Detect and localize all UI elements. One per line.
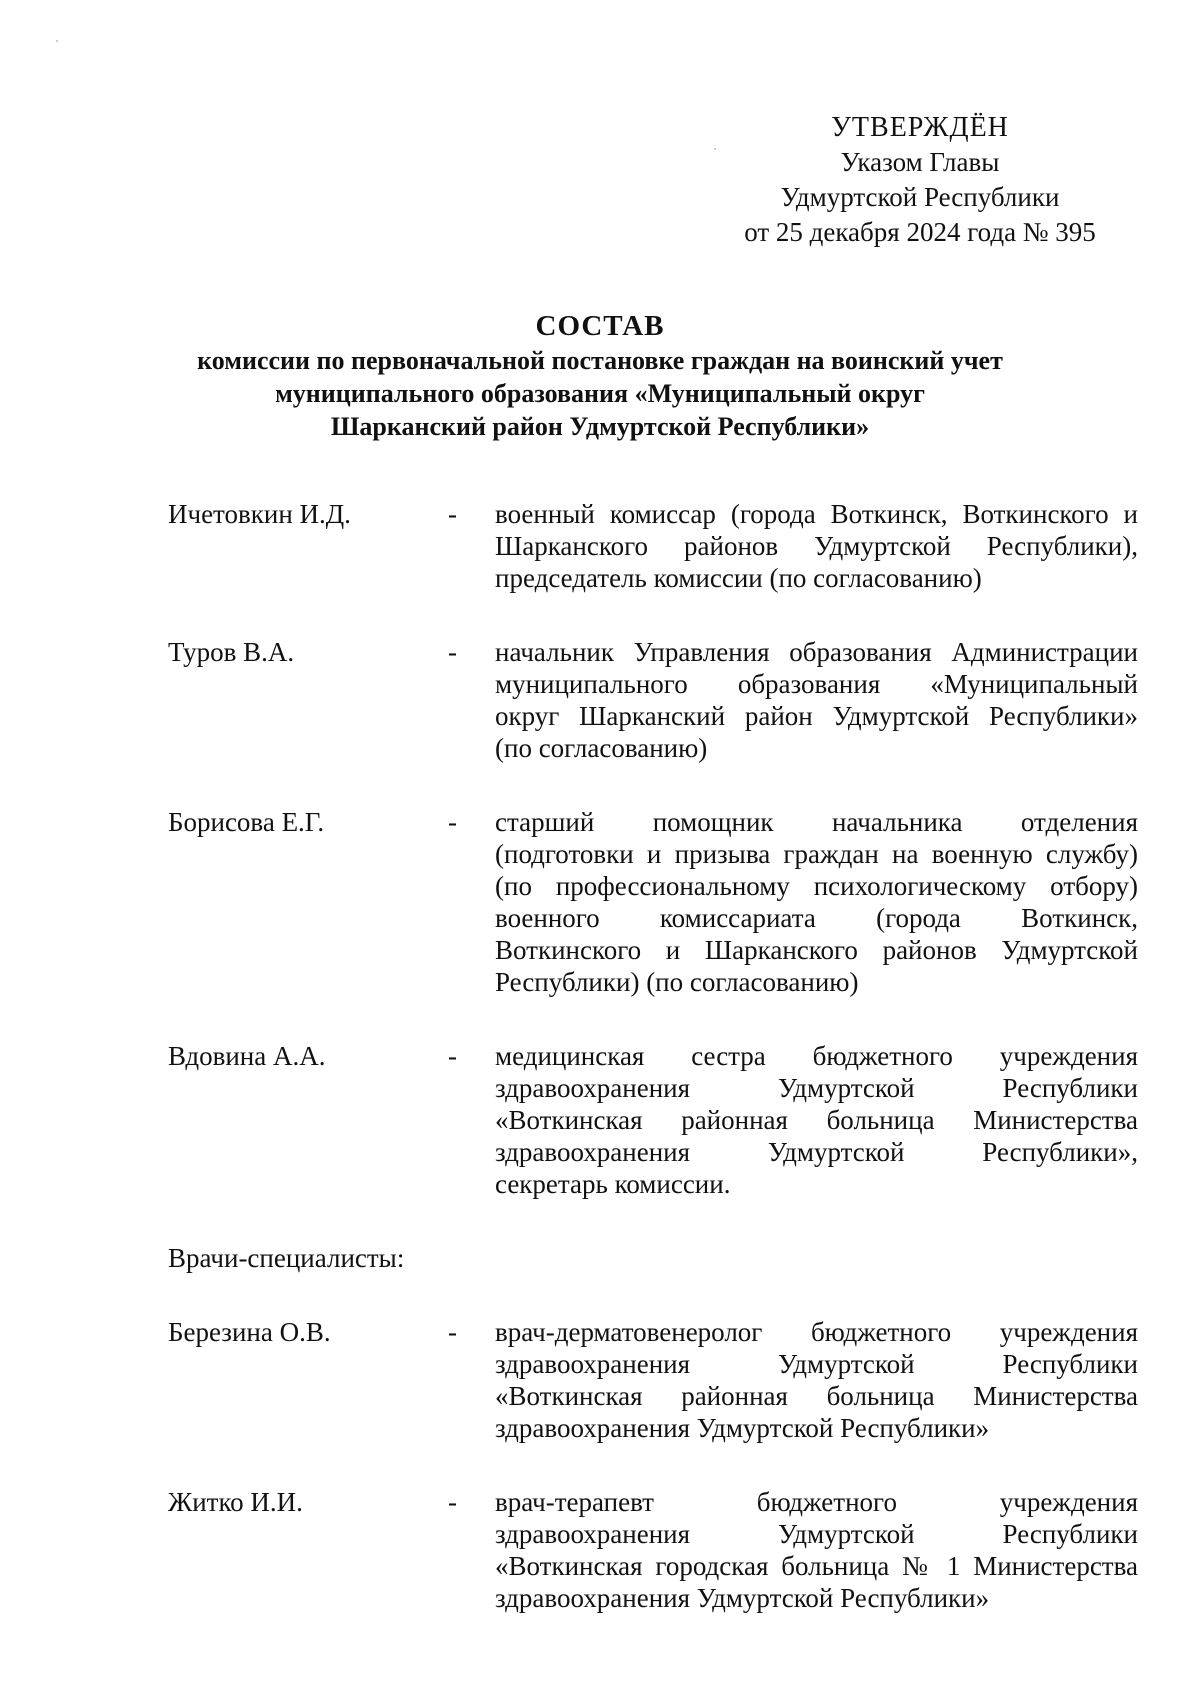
member-description-line: военного комиссариата (города Воткинск, [495, 903, 1138, 933]
member-dash: - [448, 1041, 457, 1071]
member-entry [168, 498, 1138, 594]
member-description-line: начальник Управления образования Администрации [495, 637, 1138, 667]
scan-speck [56, 40, 58, 42]
member-entry [168, 1040, 1138, 1200]
member-description [495, 636, 1138, 764]
specialist-dash: - [448, 1487, 457, 1517]
specialist-description-line: здравоохранения Удмуртской Республики» [495, 1413, 990, 1443]
specialist-entry [168, 1316, 1138, 1444]
member-dash: - [448, 637, 457, 667]
approval-decree-date: от 25 декабря 2024 года № 395 [744, 217, 1096, 247]
approval-title: УТВЕРЖДЁН [831, 112, 1009, 143]
member-description-line: Республики) (по согласованию) [495, 967, 859, 997]
member-description-line: здравоохранения Удмуртской Республики», [495, 1137, 1138, 1167]
document-title: СОСТАВ [535, 310, 665, 342]
approval-block [720, 110, 1120, 250]
specialist-description-line: «Воткинская районная больница Министерства [495, 1381, 1138, 1411]
specialist-description-line: здравоохранения Удмуртской Республики [495, 1349, 1138, 1379]
specialist-entry [168, 1486, 1138, 1614]
specialist-description [495, 1316, 1138, 1444]
approval-line: Указом Главы [840, 147, 1000, 177]
member-description-line: (по согласованию) [495, 733, 708, 763]
member-name: Туров В.А. [168, 637, 295, 667]
member-description-line: муниципального образования «Муниципальный [495, 669, 1138, 699]
specialist-description-line: врач-дерматовенеролог бюджетного учреждения [495, 1317, 1138, 1347]
specialists-section-label: Врачи-специалисты: [168, 1243, 405, 1273]
member-description-line: военный комиссар (города Воткинск, Воткинского и [495, 499, 1138, 529]
specialist-description-line: «Воткинская городская больница № 1 Министерства [495, 1551, 1138, 1581]
member-description-line: здравоохранения Удмуртской Республики [495, 1073, 1138, 1103]
specialist-name: Березина О.В. [168, 1317, 331, 1347]
member-description-line: Шарканского районов Удмуртской Республики), [495, 531, 1138, 561]
specialist-name: Житко И.И. [168, 1487, 303, 1517]
document-subtitle-line: комиссии по первоначальной постановке граждан на воинский учет [197, 346, 1003, 375]
commission-members-list [168, 498, 1138, 1614]
member-entry [168, 636, 1138, 764]
member-description-line: Воткинского и Шарканского районов Удмуртской [495, 935, 1138, 965]
specialist-description [495, 1486, 1138, 1614]
member-name: Ичетовкин И.Д. [168, 499, 351, 529]
document-heading [150, 308, 1050, 443]
member-description-line: медицинская сестра бюджетного учреждения [495, 1041, 1138, 1071]
scan-speck [714, 148, 716, 150]
specialist-description-line: здравоохранения Удмуртской Республики» [495, 1583, 990, 1613]
member-description-line: (подготовки и призыва граждан на военную службу) [495, 839, 1138, 869]
specialist-description-line: врач-терапевт бюджетного учреждения [495, 1487, 1138, 1517]
member-description-line: округ Шарканский район Удмуртской Республики» [495, 701, 1138, 731]
member-description [495, 498, 1138, 594]
member-name: Вдовина А.А. [168, 1041, 326, 1071]
member-description-line: «Воткинская районная больница Министерства [495, 1105, 1138, 1135]
member-description-line: (по профессиональному психологическому отбору) [495, 871, 1138, 901]
member-name: Борисова Е.Г. [168, 807, 325, 837]
document-subtitle-line: Шарканский район Удмуртской Республики» [330, 412, 870, 441]
approval-line: Удмуртской Республики [780, 182, 1060, 212]
document-subtitle-line: муниципального образования «Муниципальный округ [275, 379, 925, 408]
member-description [495, 806, 1138, 998]
specialist-dash: - [448, 1317, 457, 1347]
specialist-description-line: здравоохранения Удмуртской Республики [495, 1519, 1138, 1549]
member-description-line: секретарь комиссии. [495, 1169, 731, 1199]
member-description-line: председатель комиссии (по согласованию) [495, 563, 982, 593]
member-entry [168, 806, 1138, 998]
member-dash: - [448, 499, 457, 529]
member-description [495, 1040, 1138, 1200]
member-description-line: старший помощник начальника отделения [495, 807, 1138, 837]
member-dash: - [448, 807, 457, 837]
